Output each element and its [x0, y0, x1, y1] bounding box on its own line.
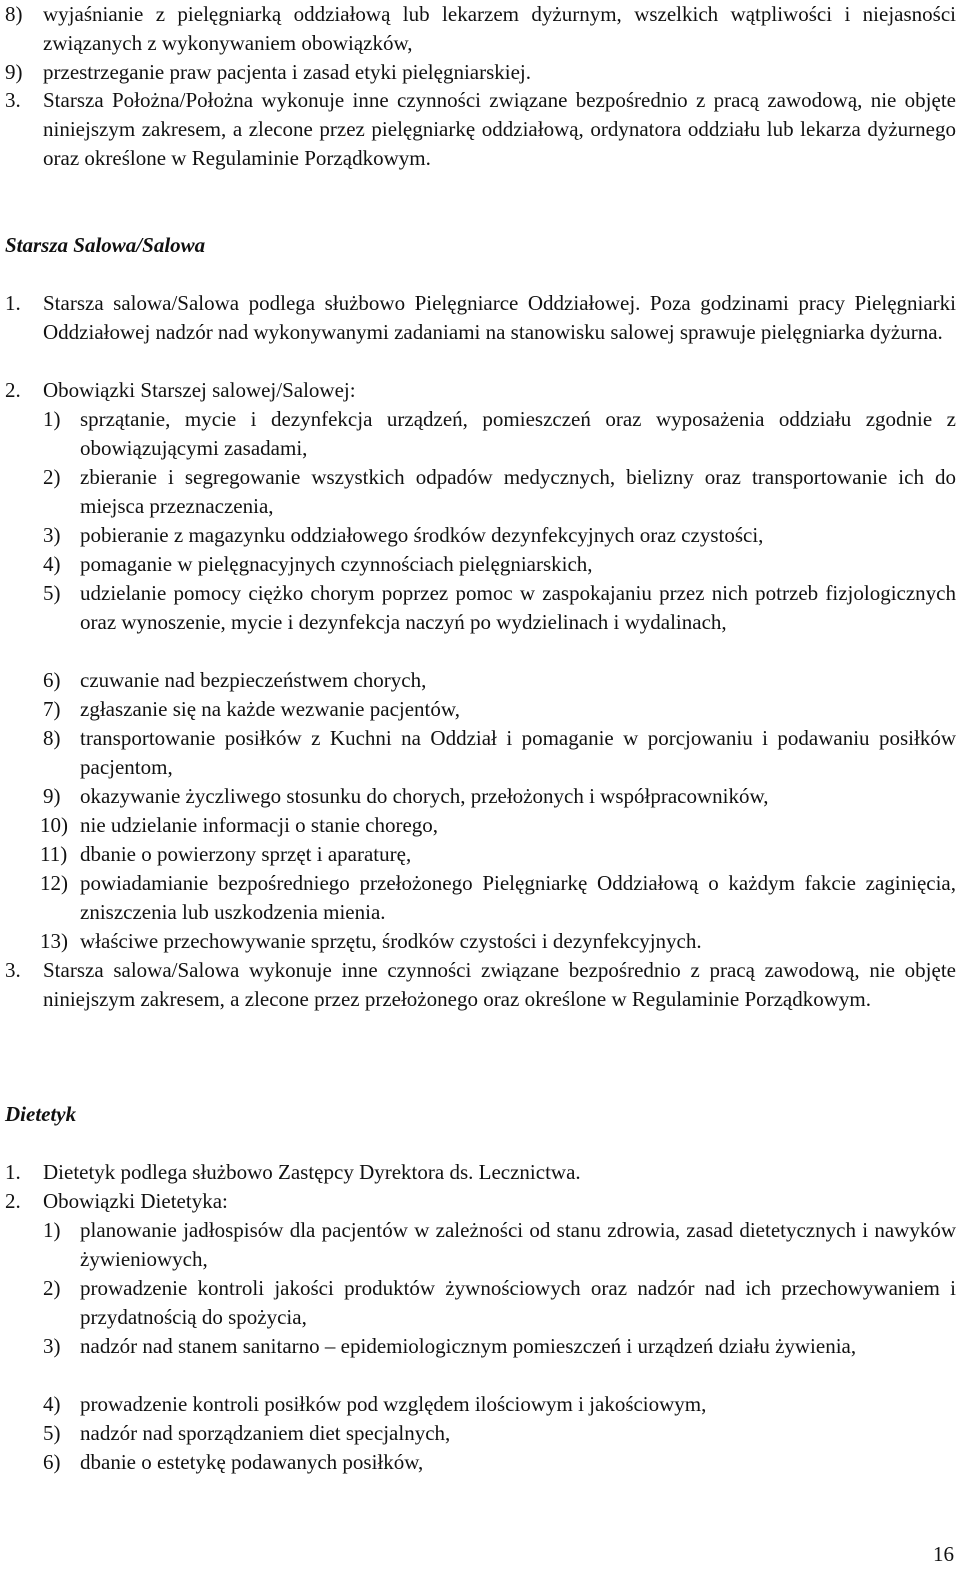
section-heading-salowa: Starsza Salowa/Salowa	[5, 233, 206, 257]
list-item-text: pomaganie w pielęgnacyjnych czynnościach pielęgniarskich,	[80, 552, 593, 576]
list-item-number: 9)	[5, 60, 23, 84]
paragraph-text: Starsza salowa/Salowa podlega służbowo Pielęgniarce Oddziałowej. Poza godzinami pracy Pielęgniarki Oddziałowej nadzór nad wykonywanymi zadaniami na stanowisku salowej sprawuje pielęgniarka dyżurna.	[43, 291, 956, 344]
list-item	[0, 405, 960, 463]
list-item-number: 4)	[43, 1392, 61, 1416]
list-item	[0, 1448, 960, 1477]
paragraph-number: 2.	[5, 378, 21, 402]
list-item-text: dbanie o powierzony sprzęt i aparaturę,	[80, 842, 412, 866]
list-item-text: udzielanie pomocy ciężko chorym poprzez pomoc w zaspokajaniu przez nich potrzeb fizjologicznych oraz wynoszenie, mycie i dezynfekcja naczyń po wydzielinach i wydalinach,	[80, 581, 956, 634]
list-item-text: planowanie jadłospisów dla pacjentów w zależności od stanu zdrowia, zasad dietetycznych i nawyków żywieniowych,	[80, 1218, 956, 1271]
list-item	[0, 811, 960, 840]
list-item	[0, 463, 960, 521]
list-item-number: 5)	[43, 1421, 61, 1445]
list-item-text: okazywanie życzliwego stosunku do chorych, przełożonych i współpracowników,	[80, 784, 769, 808]
list-item-text: nadzór nad sporządzaniem diet specjalnych,	[80, 1421, 451, 1445]
list-item-text: transportowanie posiłków z Kuchni na Oddział i pomaganie w porcjowaniu i podawaniu posiłków pacjentom,	[80, 726, 956, 779]
list-item	[0, 1216, 960, 1274]
list-item-text: pobieranie z magazynku oddziałowego środków dezynfekcyjnych oraz czystości,	[80, 523, 764, 547]
paragraph-text: Dietetyk podlega służbowo Zastępcy Dyrektora ds. Lecznictwa.	[43, 1160, 581, 1184]
paragraph	[0, 289, 960, 347]
page-number: 16	[933, 1542, 954, 1566]
list-item	[0, 666, 960, 695]
paragraph-text: Starsza salowa/Salowa wykonuje inne czynności związane bezpośrednio z pracą zawodową, nie objęte niniejszym zakresem, a zlecone przez przełożonego oraz określone w Regulaminie Porządkowym.	[43, 958, 956, 1011]
list-item	[0, 782, 960, 811]
list-item	[0, 58, 960, 87]
list-item-text: wyjaśnianie z pielęgniarką oddziałową lub lekarzem dyżurnym, wszelkich wątpliwości i niejasności związanych z wykonywaniem obowiązków,	[43, 2, 956, 55]
list-item-number: 5)	[43, 581, 61, 605]
paragraph	[0, 1158, 960, 1187]
paragraph-text: Starsza Położna/Położna wykonuje inne czynności związane bezpośrednio z pracą zawodową, nie objęte niniejszym zakresem, a zlecone przez pielęgniarkę oddziałową, ordynatora oddziału lub lekarza dyżurnego oraz określone w Regulaminie Porządkowym.	[43, 88, 956, 170]
list-item	[0, 550, 960, 579]
paragraph	[0, 956, 960, 1014]
list-item-number: 8)	[5, 2, 23, 26]
paragraph-text: Obowiązki Starszej salowej/Salowej:	[43, 378, 356, 402]
list-item-text: zgłaszanie się na każde wezwanie pacjentów,	[80, 697, 460, 721]
list-item	[0, 1274, 960, 1332]
list-item-number: 2)	[43, 465, 61, 489]
list-item-text: nie udzielanie informacji o stanie chorego,	[80, 813, 439, 837]
list-item-number: 6)	[43, 1450, 61, 1474]
list-item-number: 9)	[43, 784, 61, 808]
list-item-text: właściwe przechowywanie sprzętu, środków czystości i dezynfekcyjnych.	[80, 929, 702, 953]
paragraph-number: 2.	[5, 1189, 21, 1213]
list-item-number: 1)	[43, 1218, 61, 1242]
list-item	[0, 1390, 960, 1419]
paragraph-number: 3.	[5, 958, 21, 982]
paragraph-text: Obowiązki Dietetyka:	[43, 1189, 228, 1213]
list-item	[0, 695, 960, 724]
list-item-text: przestrzeganie praw pacjenta i zasad etyki pielęgniarskiej.	[43, 60, 532, 84]
list-item-number: 7)	[43, 697, 61, 721]
list-item	[0, 521, 960, 550]
list-item-text: prowadzenie kontroli posiłków pod względem ilościowym i jakościowym,	[80, 1392, 707, 1416]
list-item-number: 11)	[40, 842, 68, 866]
list-item-text: czuwanie nad bezpieczeństwem chorych,	[80, 668, 427, 692]
list-item	[0, 579, 960, 637]
list-item-text: prowadzenie kontroli jakości produktów żywnościowych oraz nadzór nad ich przechowywaniem i przydatnością do spożycia,	[80, 1276, 956, 1329]
paragraph-number: 1.	[5, 291, 21, 315]
list-item-text: sprzątanie, mycie i dezynfekcja urządzeń, pomieszczeń oraz wyposażenia oddziału zgodnie z obowiązującymi zasadami,	[80, 407, 956, 460]
list-item-number: 12)	[40, 871, 68, 895]
paragraph-number: 1.	[5, 1160, 21, 1184]
list-item-number: 1)	[43, 407, 61, 431]
list-item-number: 8)	[43, 726, 61, 750]
list-item	[0, 0, 960, 58]
list-item-text: zbieranie i segregowanie wszystkich odpadów medycznych, bielizny oraz transportowanie ich do miejsca przeznaczenia,	[80, 465, 956, 518]
list-item-number: 3)	[43, 523, 61, 547]
list-item	[0, 840, 960, 869]
list-item-number: 2)	[43, 1276, 61, 1300]
list-item-text: dbanie o estetykę podawanych posiłków,	[80, 1450, 424, 1474]
list-item-number: 4)	[43, 552, 61, 576]
list-item	[0, 1332, 960, 1361]
section-heading-dietetyk: Dietetyk	[5, 1102, 77, 1126]
list-item	[0, 1419, 960, 1448]
paragraph	[0, 1187, 960, 1216]
list-item-number: 3)	[43, 1334, 61, 1358]
list-item-number: 13)	[40, 929, 68, 953]
list-item-text: nadzór nad stanem sanitarno – epidemiologicznym pomieszczeń i urządzeń działu żywienia,	[80, 1334, 857, 1358]
list-item-number: 10)	[40, 813, 68, 837]
list-item	[0, 869, 960, 927]
paragraph	[0, 376, 960, 405]
paragraph	[0, 86, 960, 173]
list-item-number: 6)	[43, 668, 61, 692]
list-item-text: powiadamianie bezpośredniego przełożonego Pielęgniarkę Oddziałową o każdym fakcie zaginięcia, zniszczenia lub uszkodzenia mienia.	[80, 871, 956, 924]
paragraph-number: 3.	[5, 88, 21, 112]
list-item	[0, 927, 960, 956]
list-item	[0, 724, 960, 782]
